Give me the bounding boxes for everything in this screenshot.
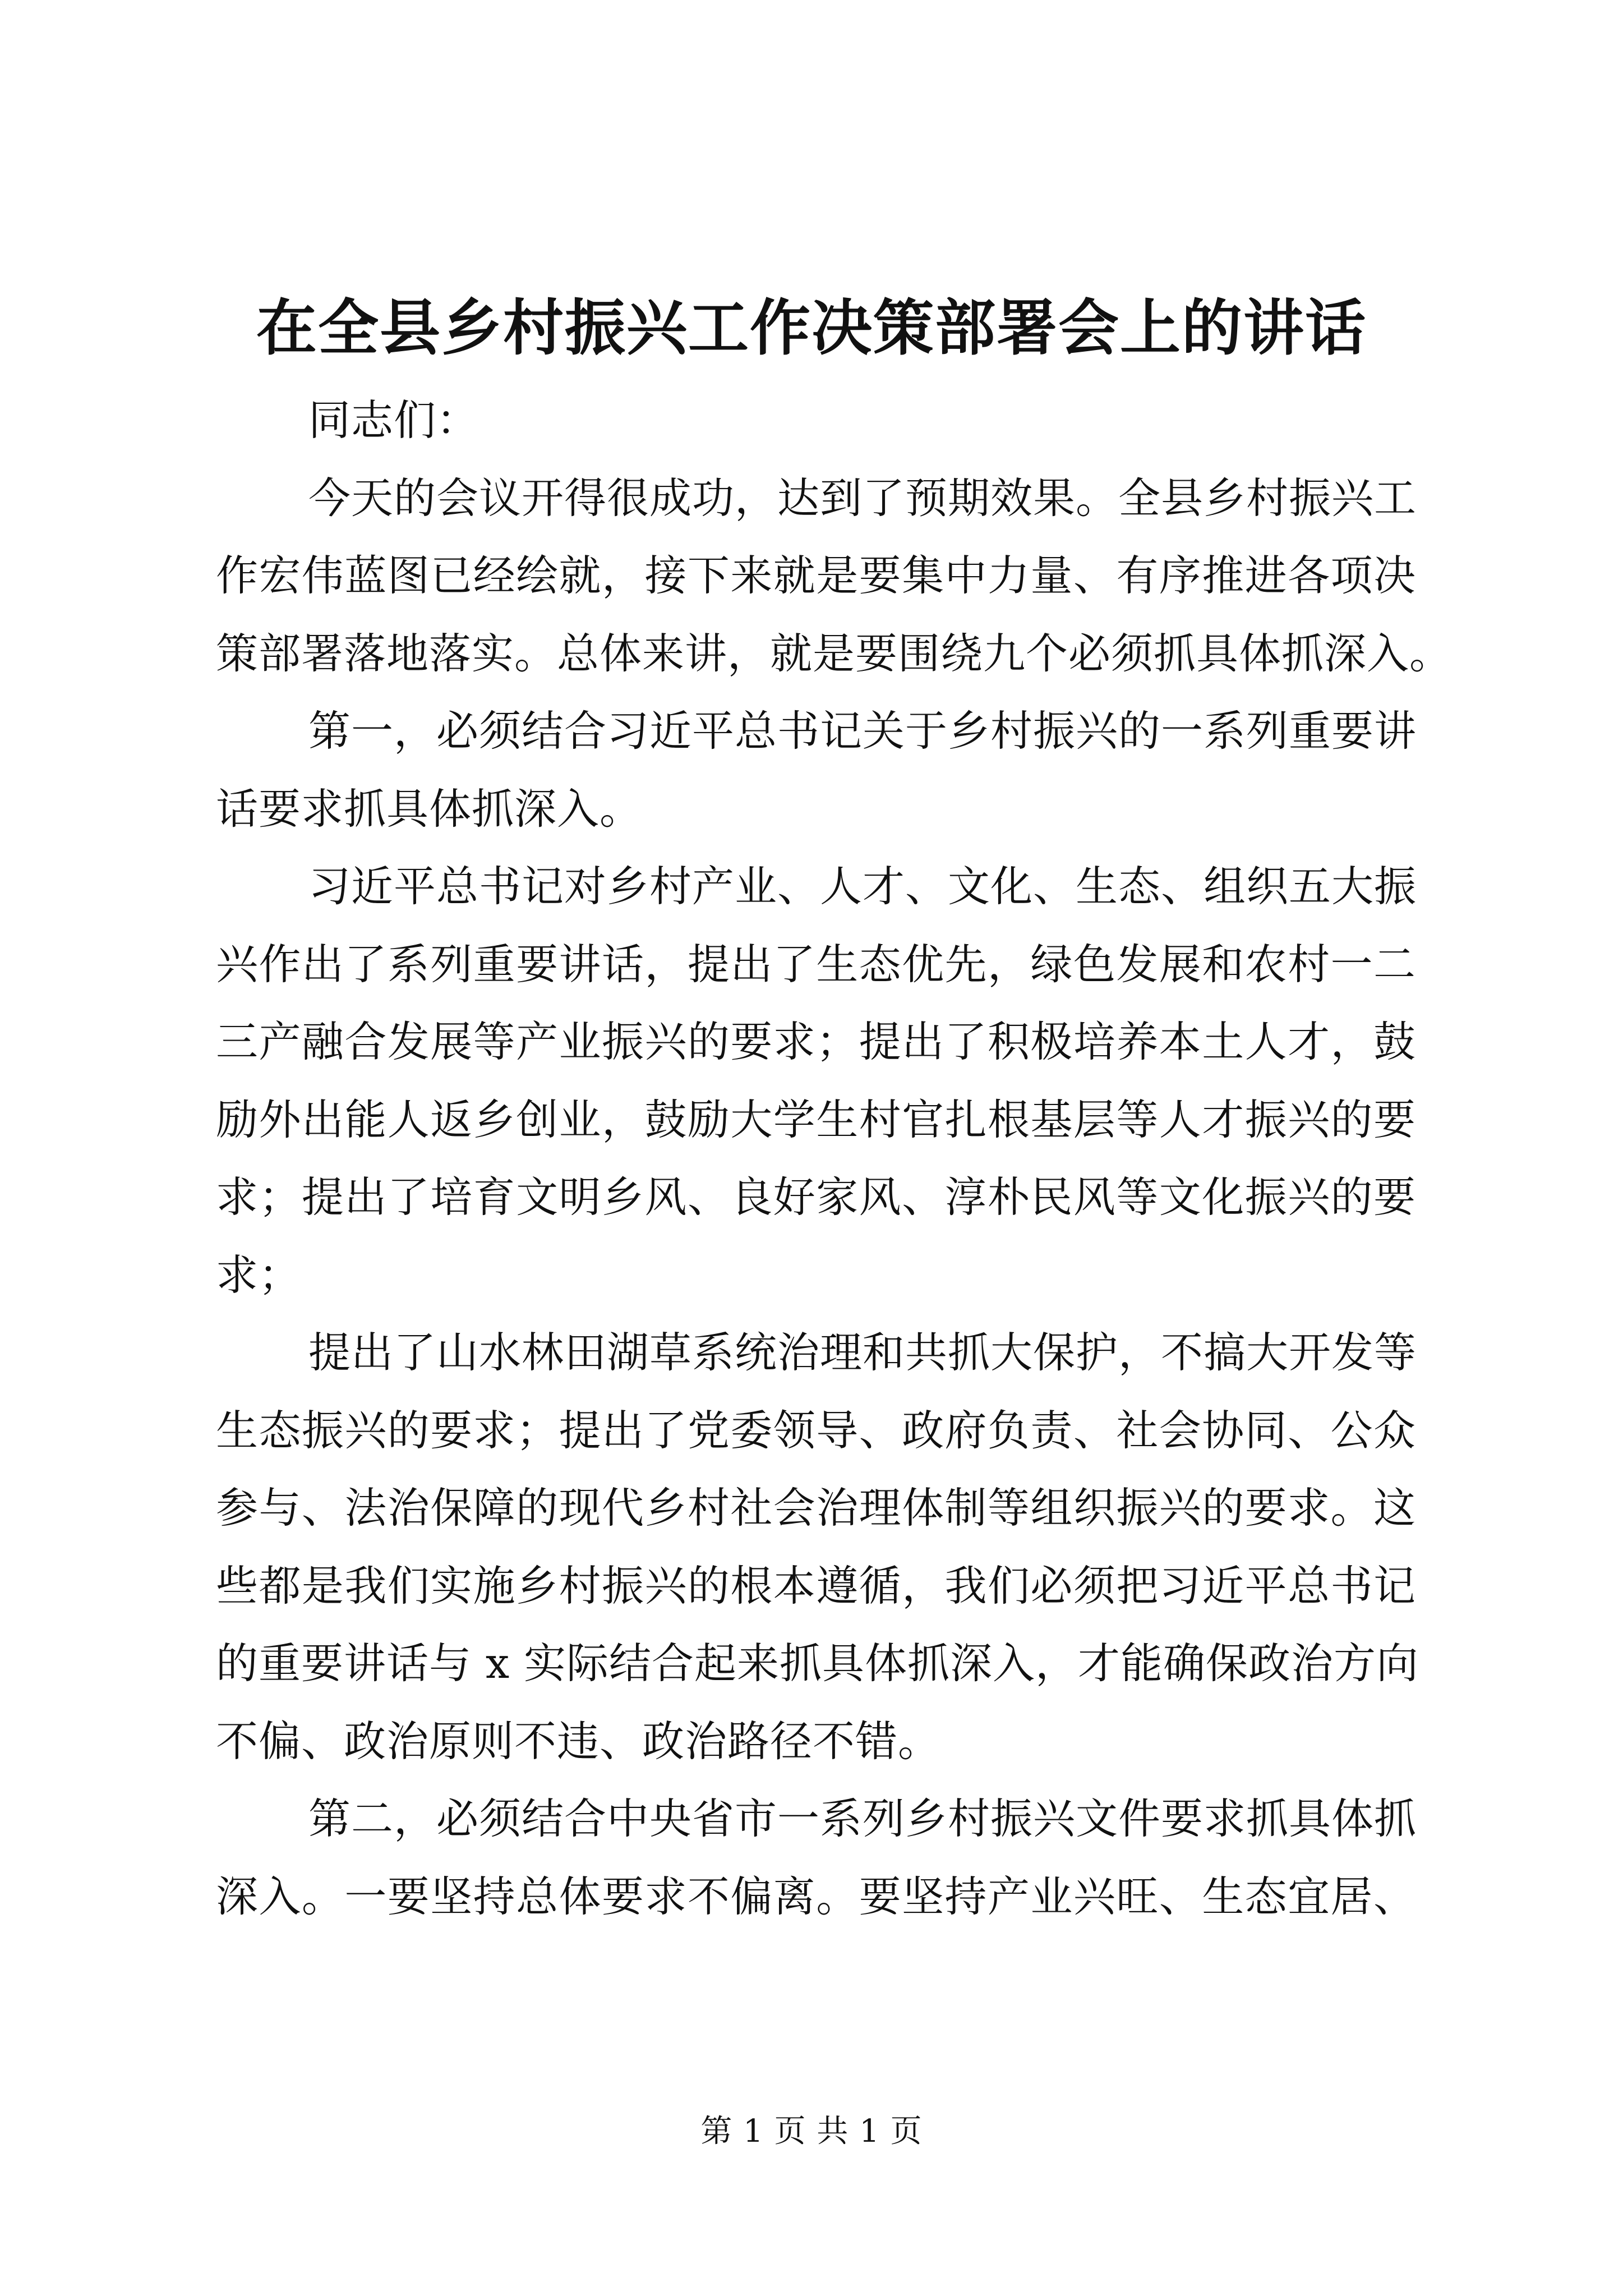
text-line: 同志们： — [308, 395, 479, 445]
text-line: 深入。一要坚持总体要求不偏离。要坚持产业兴旺、生态宜居、 — [216, 1871, 1416, 1921]
document-title: 在全县乡村振兴工作决策部署会上的讲话 — [256, 293, 1367, 364]
page-footer: 第 1 页 共 1 页 — [700, 2113, 923, 2150]
text-line: 求；提出了培育文明乡风、良好家风、淳朴民风等文化振兴的要 — [216, 1172, 1416, 1222]
text-line: 今天的会议开得很成功，达到了预期效果。全县乡村振兴工 — [308, 473, 1417, 523]
document-body — [216, 381, 1453, 1935]
text-line: 不偏、政治原则不违、政治路径不错。 — [216, 1716, 941, 1766]
text-line: 参与、法治保障的现代乡村社会治理体制等组织振兴的要求。这 — [216, 1483, 1416, 1533]
text-line: 兴作出了系列重要讲话，提出了生态优先，绿色发展和农村一二 — [216, 939, 1416, 989]
text-line: 话要求抓具体抓深入。 — [216, 784, 643, 834]
text-line: 策部署落地落实。总体来讲，就是要围绕九个必须抓具体抓深入。 — [216, 628, 1453, 678]
text-line: 的重要讲话与 x 实际结合起来抓具体抓深入，才能确保政治方向 — [216, 1639, 1419, 1688]
text-line: 第一，必须结合习近平总书记关于乡村振兴的一系列重要讲 — [308, 706, 1417, 756]
text-line: 第二，必须结合中央省市一系列乡村振兴文件要求抓具体抓 — [308, 1794, 1417, 1843]
text-line: 三产融合发展等产业振兴的要求；提出了积极培养本土人才，鼓 — [216, 1017, 1416, 1066]
text-line: 些都是我们实施乡村振兴的根本遵循，我们必须把习近平总书记 — [216, 1561, 1416, 1611]
text-line: 提出了山水林田湖草系统治理和共抓大保护，不搞大开发等 — [308, 1328, 1417, 1377]
text-line: 励外出能人返乡创业，鼓励大学生村官扎根基层等人才振兴的要 — [216, 1094, 1416, 1144]
text-line: 作宏伟蓝图已经绘就，接下来就是要集中力量、有序推进各项决 — [216, 551, 1416, 600]
text-line: 求； — [216, 1250, 302, 1300]
text-line: 生态振兴的要求；提出了党委领导、政府负责、社会协同、公众 — [216, 1405, 1416, 1455]
text-line: 习近平总书记对乡村产业、人才、文化、生态、组织五大振 — [308, 862, 1417, 911]
